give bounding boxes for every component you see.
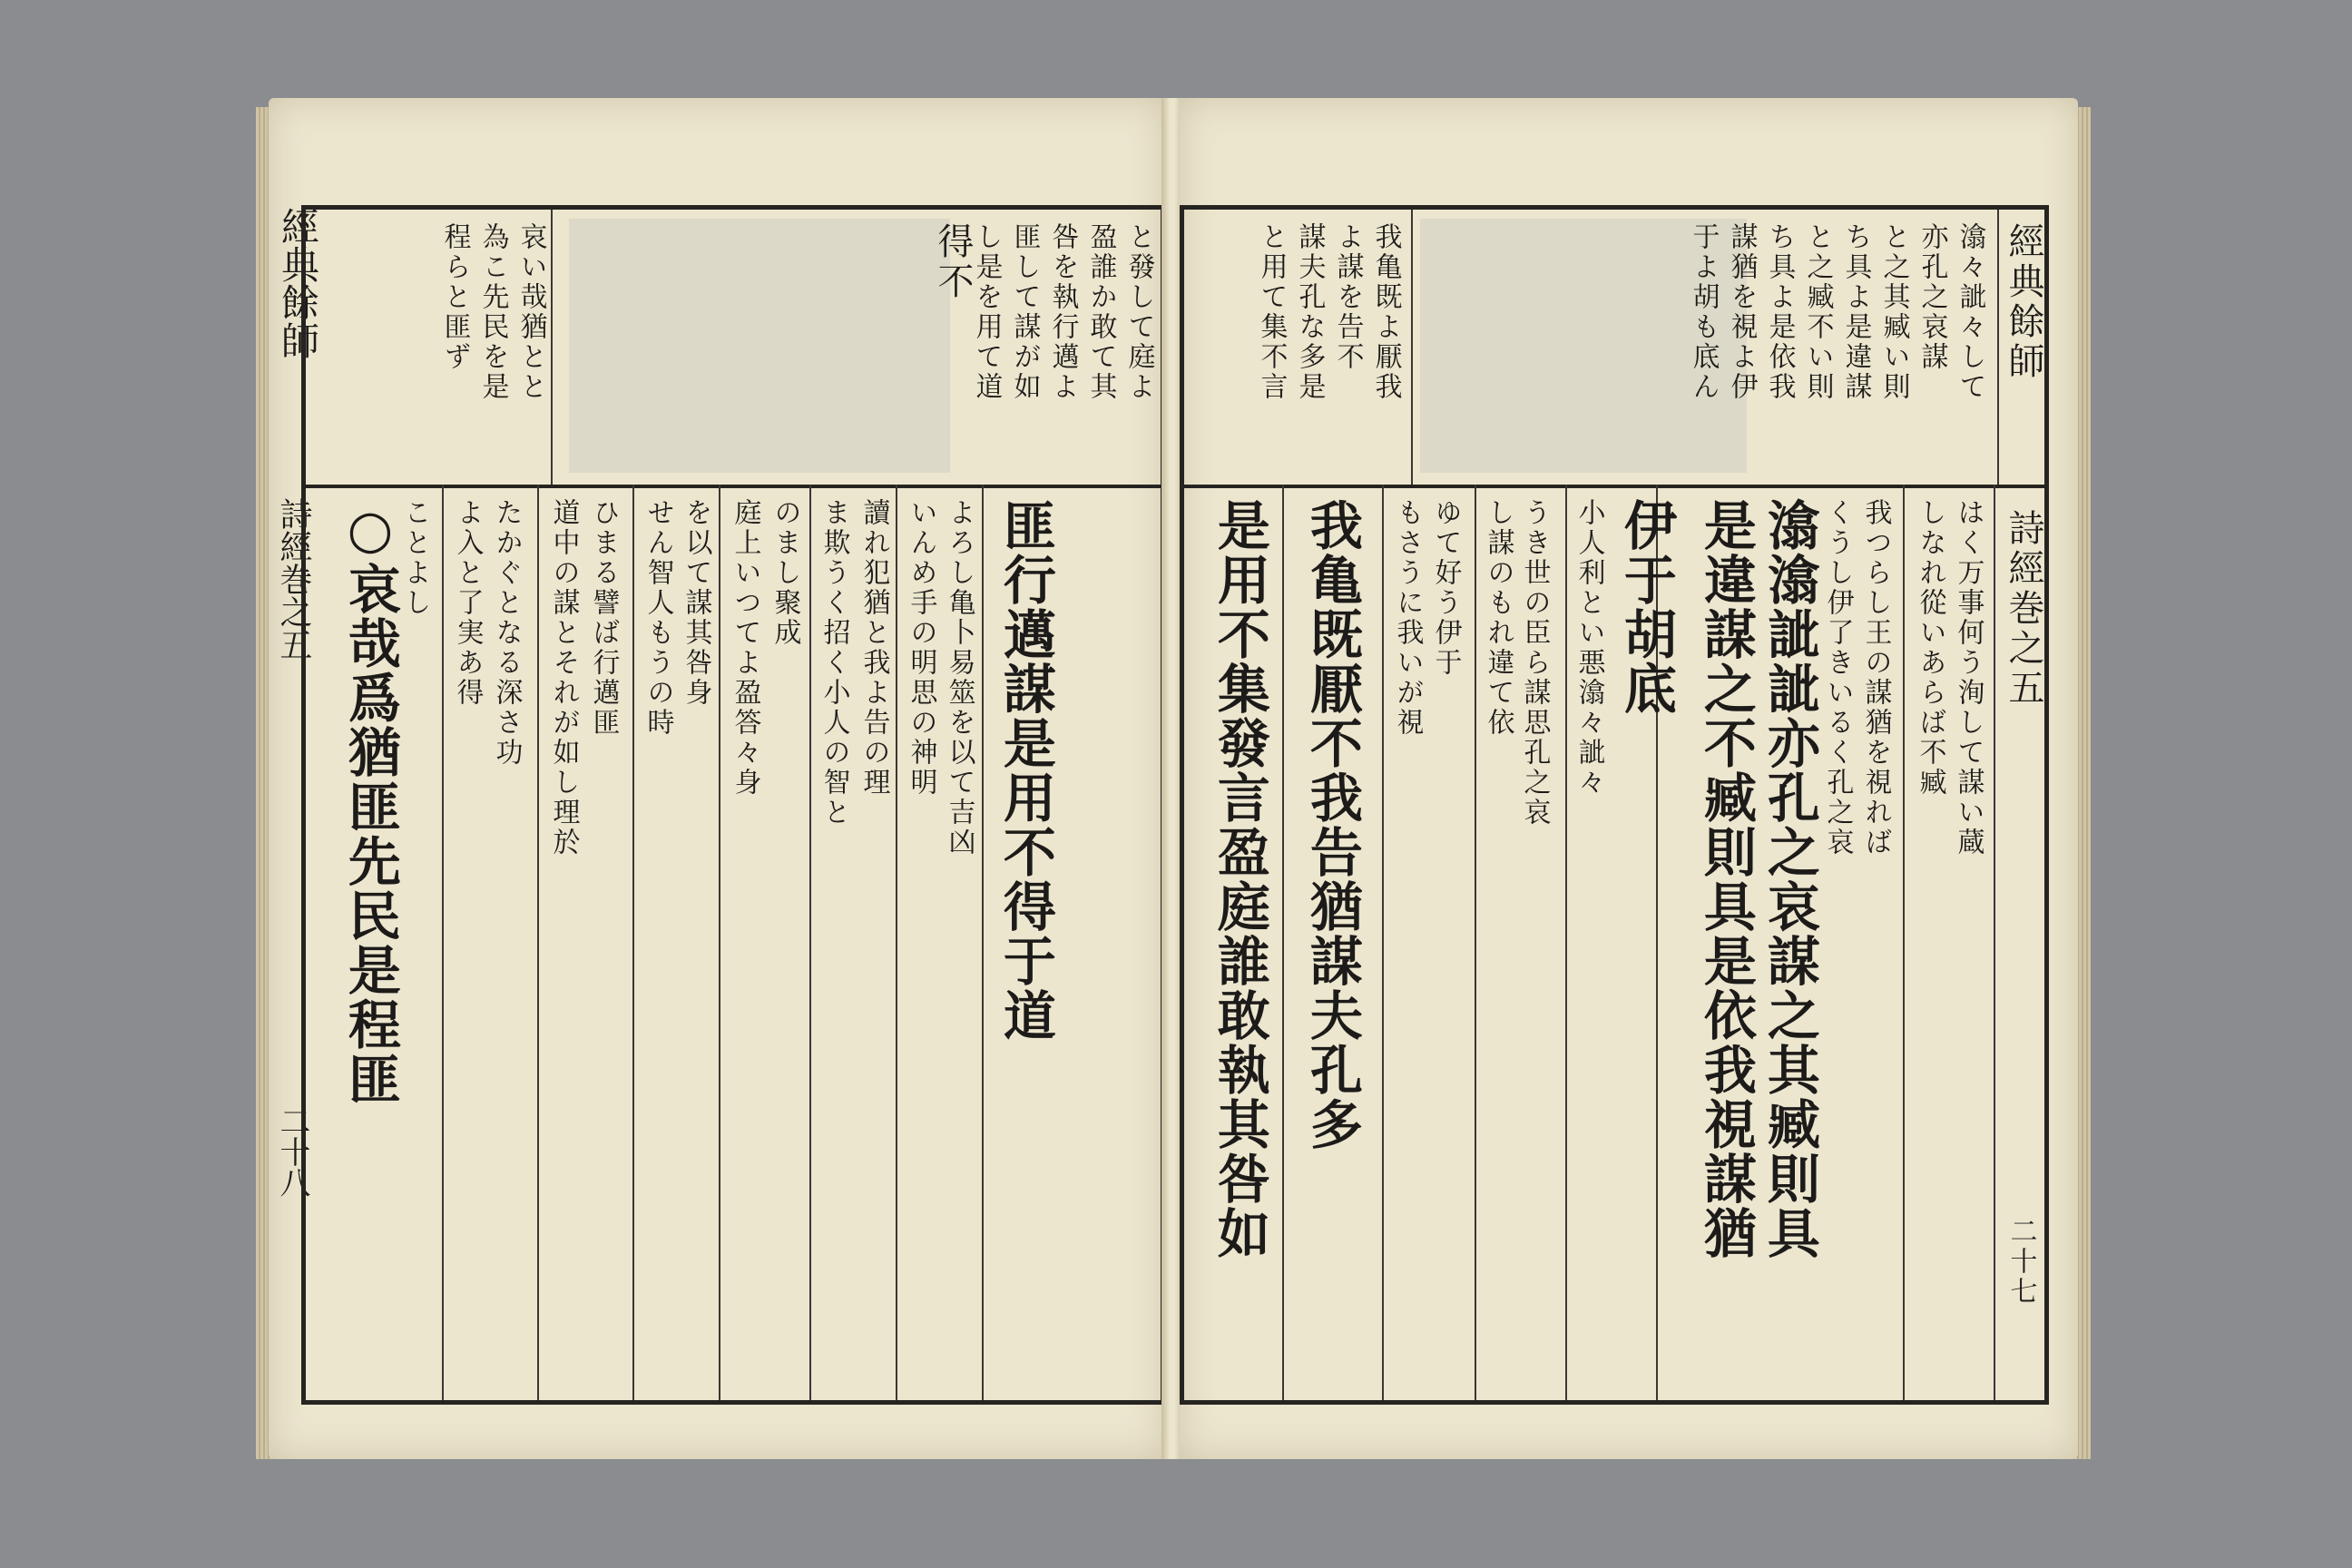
right-main-line: しなれ從いあらば不臧 <box>1914 498 1946 798</box>
right-title-column-rule <box>1994 485 1995 1400</box>
left-main-line: 讀れ犯猶と我よ告の理 <box>858 498 890 798</box>
right-folio: 二十七 <box>2004 1217 2037 1307</box>
left-main-line: いんめ手の明思の神明 <box>905 498 937 798</box>
left-main-line: ひまる譬ば行邁匪 <box>587 498 620 738</box>
column-rule <box>537 485 539 1400</box>
left-top-line: 哀い哉猶とと <box>514 222 547 402</box>
right-top-line: ち具よ是違謀 <box>1839 222 1872 402</box>
right-main-line: 我亀既厭不我告猶謀夫孔多 <box>1300 498 1363 1152</box>
left-main-line: 匪行邁謀是用不得于道 <box>994 498 1056 1043</box>
column-rule <box>1565 485 1567 1400</box>
right-top-line: と之臧不い則 <box>1801 222 1834 402</box>
left-main-line: 庭上いつてよ盈答々身 <box>729 498 761 798</box>
left-top-line: 程らと匪ず <box>438 222 471 372</box>
left-top-line: し是を用て道 <box>970 222 1003 402</box>
right-top-line: 謀猶を視よ伊 <box>1725 222 1758 402</box>
left-top-line: 為こ先民を是 <box>476 222 509 402</box>
left-text-frame <box>301 205 1165 1405</box>
column-rule <box>632 485 634 1400</box>
right-header-rule <box>1184 485 2044 488</box>
left-bleed-through <box>569 219 950 473</box>
right-title-divider <box>1997 210 1999 485</box>
left-main-line: を以て謀其咎身 <box>680 498 712 708</box>
open-book <box>256 98 2089 1468</box>
right-top-line: よ謀を告不 <box>1331 222 1364 372</box>
right-main-line: くうし伊了きいるく孔之哀 <box>1821 498 1854 858</box>
column-rule <box>1282 485 1284 1400</box>
left-page <box>269 98 1165 1459</box>
right-main-line: 是用不集發言盈庭誰敢執其咎如 <box>1208 498 1270 1260</box>
right-main-line: うき世の臣ら謀思孔之哀 <box>1518 498 1551 828</box>
right-header-title: 經典餘師 <box>2003 222 2044 382</box>
left-top-line: 得不 <box>932 222 974 302</box>
column-rule <box>1475 485 1476 1400</box>
column-rule <box>1903 485 1905 1400</box>
right-top-divider <box>1411 210 1413 485</box>
right-page <box>1180 98 2078 1459</box>
column-rule <box>719 485 720 1400</box>
left-main-line: ○哀哉爲猶匪先民是程匪 <box>338 498 401 1106</box>
left-main-line: よ入と了実あ得 <box>451 498 484 708</box>
right-main-line: もさうに我いが視 <box>1391 498 1424 738</box>
column-rule <box>896 485 897 1400</box>
right-top-line: 亦孔之哀謀 <box>1916 222 1948 372</box>
left-main-line: たかぐとなる深さ功 <box>490 498 523 768</box>
left-margin-folio: 二十八 <box>274 1105 310 1198</box>
left-main-line: よろし亀卜易筮を以て吉凶 <box>943 498 975 858</box>
right-main-line: はく万事何う洵して謀い蔵 <box>1952 498 1984 858</box>
left-top-line: 匪して謀が如 <box>1008 222 1041 402</box>
left-margin-title: 經典餘師 <box>276 207 320 359</box>
left-main-line: せん智人もうの時 <box>642 498 674 738</box>
right-top-line: 潝々訿々して <box>1954 222 1986 402</box>
right-top-line: 謀夫孔な多是 <box>1293 222 1326 402</box>
left-main-line: ま欺うく招く小人の智と <box>818 498 850 828</box>
column-rule <box>809 485 811 1400</box>
right-top-line: 我亀既よ厭我 <box>1369 222 1402 402</box>
right-main-line: ゆて好う伊于 <box>1429 498 1462 678</box>
right-top-line: ち具よ是依我 <box>1763 222 1796 402</box>
right-top-line: と之其臧い則 <box>1877 222 1910 402</box>
column-rule <box>982 485 984 1400</box>
left-main-line: のまし聚成 <box>769 498 801 648</box>
right-main-line: 我つらし王の謀猶を視れば <box>1859 498 1892 858</box>
right-top-line: と用て集不言 <box>1255 222 1288 402</box>
column-rule <box>1382 485 1384 1400</box>
left-main-line: ことよし <box>398 498 431 618</box>
left-top-line: 咎を執行邁よ <box>1046 222 1079 402</box>
left-top-line: 盈誰か敢て其 <box>1084 222 1117 402</box>
right-top-line: 于よ胡も底ん <box>1687 222 1720 402</box>
left-margin-volume: 詩經巻之五 <box>275 497 312 661</box>
right-main-line: 伊于胡底 <box>1614 498 1677 716</box>
left-top-divider <box>551 210 553 485</box>
left-main-line: 道中の謀とそれが如し理於 <box>547 498 580 858</box>
left-top-line: と發して庭よ <box>1122 222 1155 402</box>
right-main-line: 是違謀之不臧則具是依我視謀猶 <box>1694 498 1757 1260</box>
left-header-rule <box>306 485 1161 488</box>
right-text-frame <box>1180 205 2049 1405</box>
column-rule <box>442 485 444 1400</box>
right-main-line: 潝潝訿訿亦孔之哀謀之其臧則具 <box>1758 498 1820 1260</box>
right-main-line: 小人利とい悪潝々訿々 <box>1573 498 1605 798</box>
right-volume-label: 詩經巻之五 <box>2003 509 2044 709</box>
right-main-line: し謀のもれ違て依 <box>1482 498 1514 738</box>
